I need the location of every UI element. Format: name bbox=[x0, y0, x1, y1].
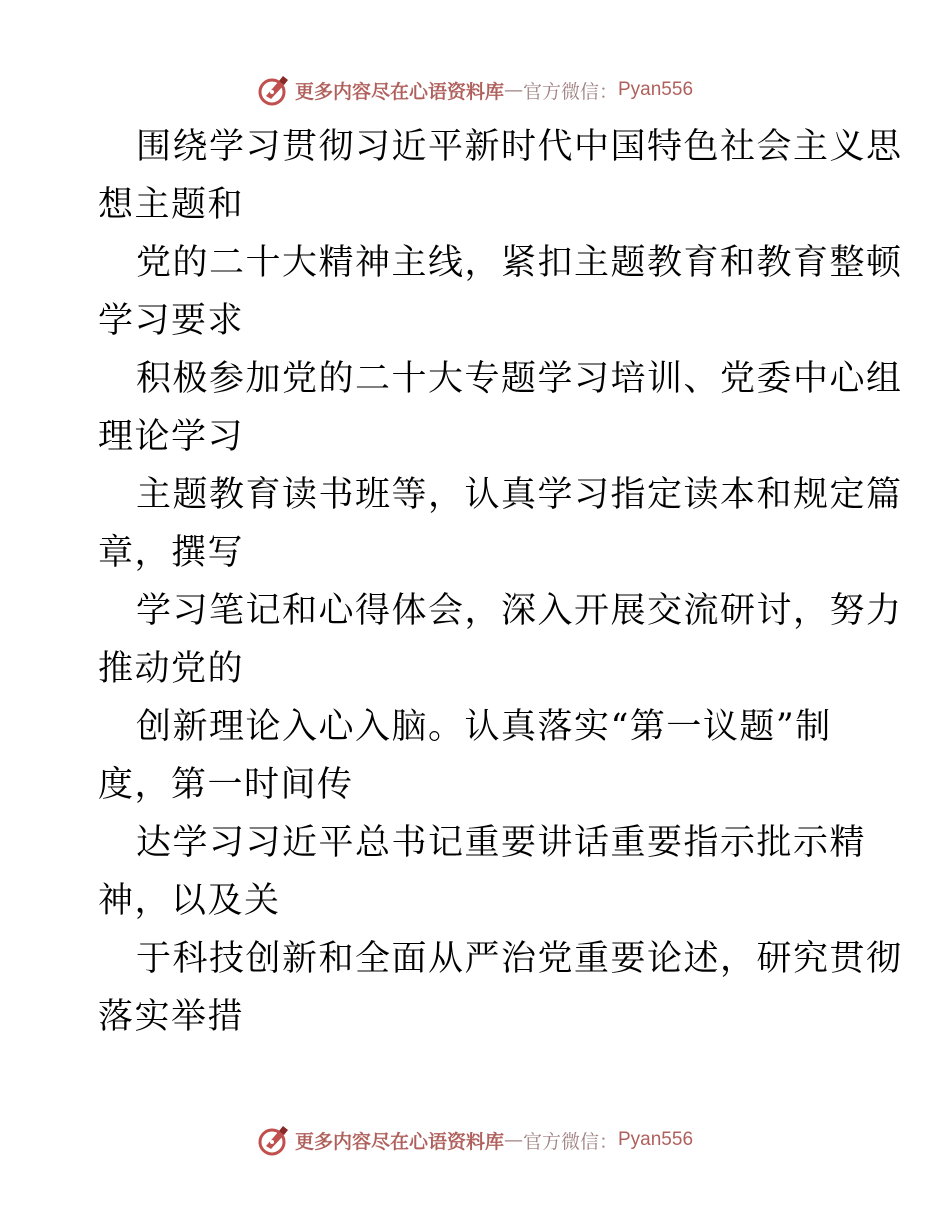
paragraph-line: 神，以及关 bbox=[98, 881, 281, 921]
paragraph-line: 达学习习近平总书记重要讲话重要指示批示精 bbox=[136, 823, 867, 863]
paragraph-line: 学习要求 bbox=[98, 301, 245, 341]
footer-banner bbox=[0, 1120, 950, 1160]
wechat-id: Pyan556 bbox=[618, 1129, 694, 1150]
wechat-label: 官方微信： bbox=[522, 1130, 618, 1153]
pen-nib-logo-icon bbox=[257, 1123, 291, 1157]
paragraph-line: 章，撰写 bbox=[98, 533, 245, 573]
slogan-text: 更多内容尽在心语资料库 bbox=[294, 80, 504, 103]
paragraph-line: 落实举措 bbox=[98, 997, 245, 1037]
paragraph-line: 主题教育读书班等，认真学习指定读本和规定篇 bbox=[136, 475, 903, 515]
separator-dash: — bbox=[503, 1129, 523, 1151]
slogan-text: 更多内容尽在心语资料库 bbox=[294, 1130, 504, 1153]
paragraph-line: 积极参加党的二十大专题学习培训、党委中心组 bbox=[136, 359, 903, 399]
paragraph-line: 想主题和 bbox=[98, 185, 245, 225]
header-banner bbox=[0, 70, 950, 110]
document-body bbox=[98, 118, 903, 1046]
paragraph-line: 围绕学习贯彻习近平新时代中国特色社会主义思 bbox=[136, 127, 903, 167]
paragraph-line: 于科技创新和全面从严治党重要论述，研究贯彻 bbox=[136, 939, 903, 979]
paragraph-line: 创新理论入心入脑。认真落实“第一议题”制 bbox=[136, 707, 832, 747]
paragraph-line: 党的二十大精神主线，紧扣主题教育和教育整顿 bbox=[136, 243, 903, 283]
paragraph-line: 理论学习 bbox=[98, 417, 245, 457]
wechat-label: 官方微信： bbox=[522, 80, 618, 103]
separator-dash: — bbox=[503, 79, 523, 101]
paragraph-line: 学习笔记和心得体会，深入开展交流研讨，努力 bbox=[136, 591, 903, 631]
pen-nib-logo-icon bbox=[257, 73, 291, 107]
paragraph-line: 推动党的 bbox=[98, 649, 245, 689]
paragraph-line: 度，第一时间传 bbox=[98, 765, 354, 805]
wechat-id: Pyan556 bbox=[618, 79, 694, 100]
